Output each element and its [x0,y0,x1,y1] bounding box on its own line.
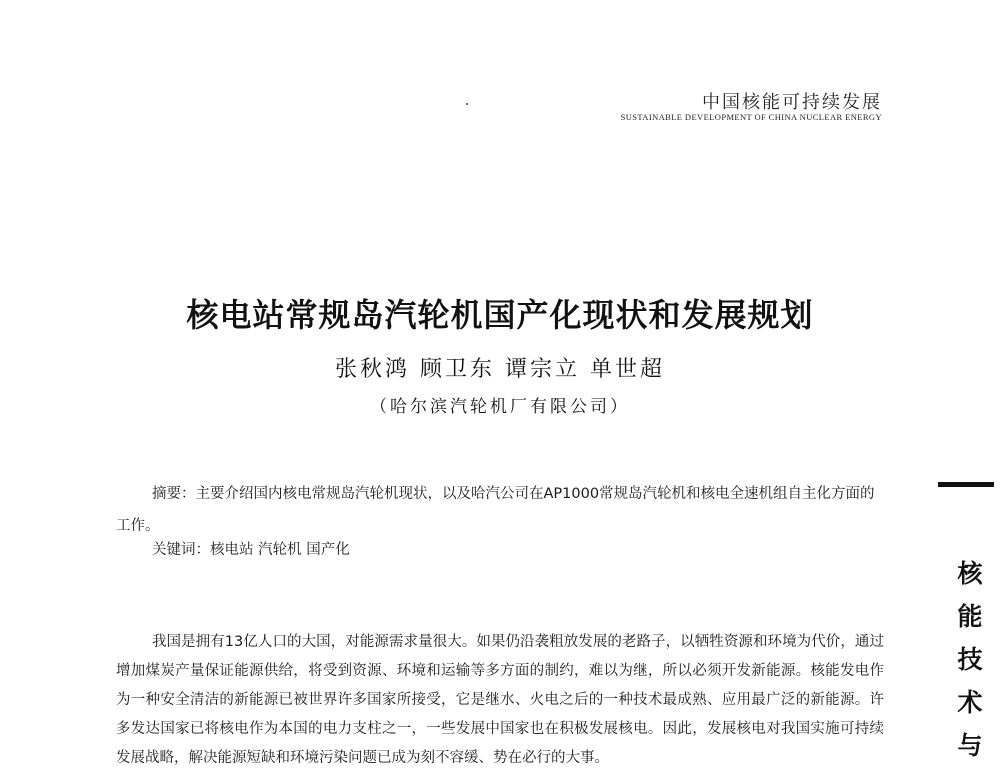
keywords-text: 核电站 汽轮机 国产化 [210,542,350,558]
abstract [116,478,884,542]
side-tab-char: 术 [957,688,983,717]
abstract-text: 主要介绍国内核电常规岛汽轮机现状，以及哈汽公司在AP1000常规岛汽轮机和核电全速机组自主化方面的工作。 [116,486,875,534]
side-tab-char: 与 [957,731,983,760]
keywords-label: 关键词： [152,542,210,558]
body-paragraph: 我国是拥有13亿人口的大国，对能源需求量很大。如果仍沿袭粗放发展的老路子，以牺牲资源和环境为代价，通过增加煤炭产量保证能源供给，将受到资源、环境和运输等多方面的制约，难以为继，所以必须开发新能源。核能发电作为一种安全清洁的新能源已被世界许多国家所接受，它是继水、火电之后的一种技术最成熟、应用最广泛的新能源。许多发达国家已将核电作为本国的电力支柱之一，一些发展中国家也在积极发展核电。因此，发展核电对我国实施可持续发展战略，解决能源短缺和环境污染问题已成为刻不容缓、势在必行的大事。 [116,634,884,766]
side-tab-char: 核 [957,559,983,588]
article-title: 核电站常规岛汽轮机国产化现状和发展规划 [186,296,814,334]
running-header-en: SUSTAINABLE DEVELOPMENT OF CHINA NUCLEAR ENERGY [620,112,882,122]
scan-speck [466,103,468,105]
running-header-cn: 中国核能可持续发展 [702,92,882,113]
side-tab-char: 技 [957,645,983,674]
article-authors: 张秋鸿 顾卫东 谭宗立 单世超 [335,357,665,382]
abstract-label: 摘要： [152,486,196,502]
side-tab-bar [938,482,994,487]
side-tab-label [950,552,990,767]
keywords [152,538,350,559]
article-affiliation: （哈尔滨汽轮机厂有限公司） [370,397,630,417]
side-tab-char: 能 [957,602,983,631]
